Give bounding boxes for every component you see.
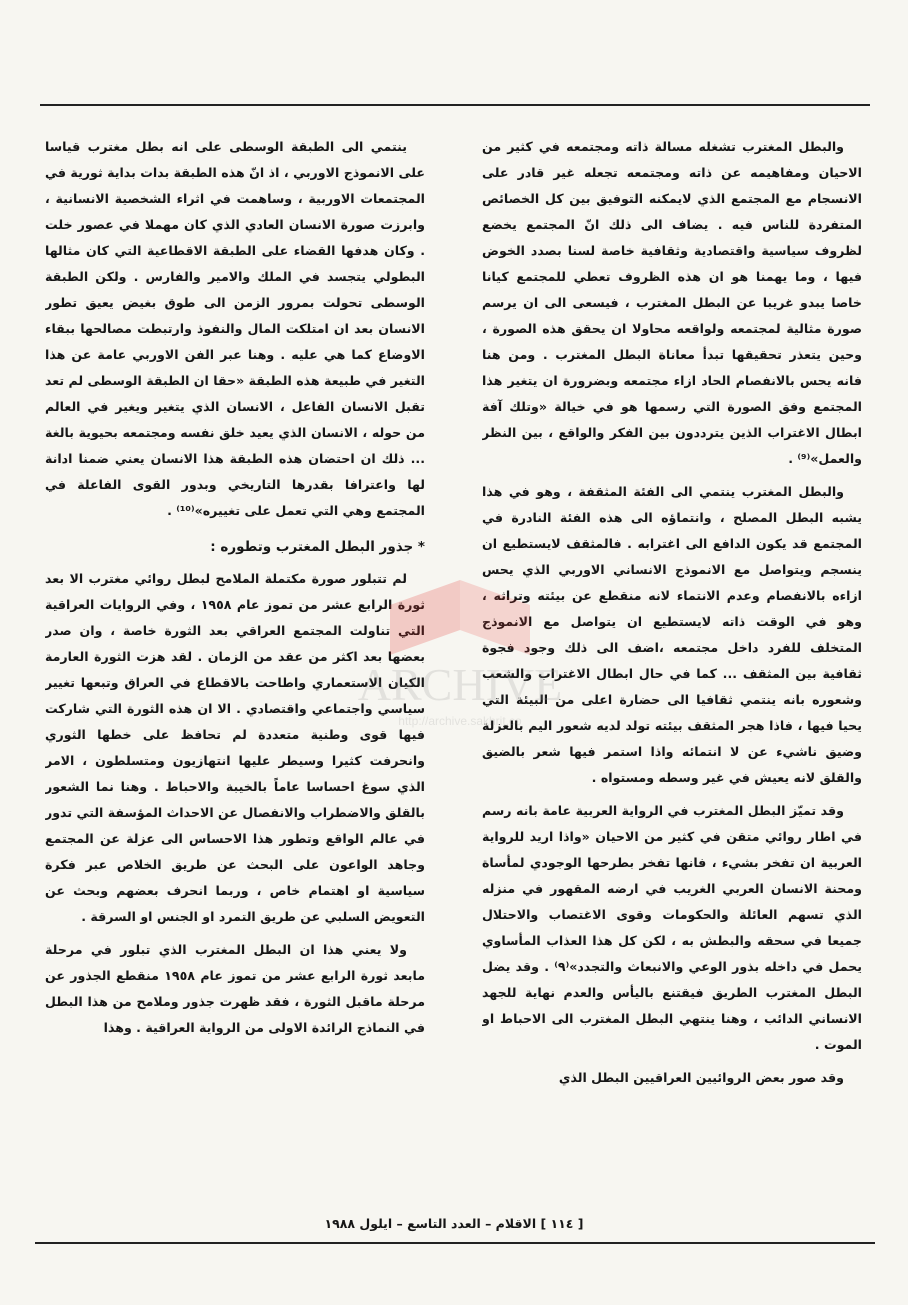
paragraph: والبطل المغترب تشغله مسالة ذاته ومجتمعه في كثير من الاحيان ومفاهيمه عن ذاته ومجتمعه تجعله غير قادر على الانسجام مع المجتمع الذي لايمكنه التوفيق بين كل الخصائص المتفردة للناس فيه . يضاف الى ذلك انّ المجتمع يخضع لظروف سياسية واقتصادية وثقافية خاصة لسنا بصدد الخوض فيها ، وما يهمنا هو ان هذه الظروف تعطي للمجتمع كيانا خاصا يبدو غريبا عن البطل المغترب ، فيسعى الى ان يرسم صورة مثالية لمجتمعه ولواقعه محاولا ان يحقق هذه الصورة ، وحين يتعذر تحقيقها تبدأ معاناة البطل المغترب . ومن هنا فانه يحس بالانفصام الحاد ازاء مجتمعه وبضرورة ان يتغير هذا المجتمع وفق الصورة التي رسمها هو في خيالة «وتلك آفة ابطال الاغتراب الذين يترددون بين الفكر والواقع ، بين النظر والعمل»⁽⁹⁾ . xyxy=(482,139,862,466)
paragraph: وقد تميّز البطل المغترب في الرواية العربية عامة بانه رسم في اطار روائي متقن في كثير من الاحيان «واذا اريد للرواية العربية ان تفخر بشيء ، فانها تفخر بطرحها الوجودي لمأساة ومحنة الانسان العربي الغريب في ارضه المقهور في منزله الذي تسهم العائلة والحكومات وقوى الاغتصاب والاحتلال جميعا في سحقه والبطش به ، لكن كل هذا العذاب المأساوي يحمل في داخله بذور الوعي والانبعاث والتجدد»⁽٩⁾ . وقد يضل البطل المغترب الطريق فيقتنع باليأس والعدم نهاية للجهد الانساني الدائب ، وهنا ينتهي البطل المغترب الى الاحباط او الموت . xyxy=(482,803,862,1052)
paragraph: والبطل المغترب ينتمي الى الفئة المثقفة ، وهو في هذا يشبه البطل المصلح ، وانتماؤه الى هذه الفئة النادرة في المجتمع قد يكون الدافع الى اغترابه . فالمثقف لايستطيع ان ينسجم ويتواصل مع الانموذج الانساني الاوربي الذي يحس ازاءه بالانفصام وعدم الانتماء لانه منقطع عن بيئته وتراثه ، وهو في الوقت ذاته لايستطيع ان يتواصل مع الانموذج المتخلف للفرد داخل مجتمعه ،اضف الى ذلك وجود فجوة ثقافية بين المثقف ... كما في حال ابطال الاغتراب والشعب وشعوره بانه ينتمي ثقافيا الى حضارة اعلى من البيئة التي يحيا فيها ، فاذا هجر المثقف بيئته تولد لديه شعور اليم بالعزلة وضيق ناشيء عن لا انتمائه واذا استمر فيها شعر بالضيق والقلق لانه يعيش في غير وسطه ومستواه . xyxy=(482,484,862,785)
paragraph: وقد صور بعض الروائيين العراقيين البطل الذي xyxy=(558,1070,844,1085)
right-column xyxy=(482,134,862,1194)
paragraph: ينتمي الى الطبقة الوسطى على انه بطل مغترب قياسا على الانموذج الاوربي ، اذ انّ هذه الطبقة بدات بداية ثورية في المجتمعات الاوربية ، وساهمت في اثراء الشخصية الانسانية ، وابرزت صورة الانسان العادي الذي كان مهملا في عصور خلت . وكان هدفها القضاء على الطبقة الاقطاعية التي كان مثالها البطولي يتجسد في الملك والامير والفارس . ولكن الطبقة الوسطى تحولت بمرور الزمن الى طوق بغيض يعيق تطور الانسان بعد ان امتلكت المال والنفوذ وارتبطت مصالحها ببقاء الاوضاع كما هي عليه . وهنا عبر الفن الاوربي عامة عن هذا التغير في طبيعة هذه الطبقة «حقا ان الطبقة الوسطى لم تعد تقبل الانسان الفاعل ، الانسان الذي يتغير ويغير في العالم من حوله ، الانسان الذي يعيد خلق نفسه ومجتمعه بحيوية بالغة ... ذلك ان احتضان هذه الطبقة هذا الانسان يعني ضمنا ادانة لها واعترافا بقدرها التاريخي وبدور القوى الفاعلة في المجتمع وهي التي تعمل على تغييره»⁽¹⁰⁾ . xyxy=(45,139,425,518)
page-footer: [ ١١٤ ] الاقلام – العدد التاسع – ايلول ١٩٨٨ xyxy=(324,1216,584,1231)
paragraph: لم تتبلور صورة مكتملة الملامح لبطل روائي مغترب الا بعد ثورة الرابع عشر من تموز عام ١٩٥٨ ، وفي الروايات العراقية التي تناولت المجتمع العراقي بعد الثورة خاصة ، وان صدر بعضها بعد اكثر من عقد من الزمان . لقد هزت الثورة العارمة الكيان الاستعماري واطاحت بالاقطاع في العراق وتبعها تغيير سياسي واجتماعي واقتصادي . الا ان هذه الثورة التي شاركت فيها قوى وطنية متعددة لم تحافظ على خطها الثوري وانحرفت كثيرا وسيطر عليها انتهازيون ومتسلطون ، الامر الذي سوغ احساسا عاماً بالخيبة والاحباط . وهنا نما الشعور بالقلق والاضطراب والانفصال عن الاحداث المؤسفة التي تدور في عالم الواقع وتطور هذا الاحساس الى عزلة عن المجتمع وجاهد الواعون على البحث عن طريق الخلاص عبر فكرة سياسية او اهتمام خاص ، وربما انحرف بعضهم وبحث عن التعويض السلبي عن طريق التمرد او الجنس او السرقة . xyxy=(45,571,425,924)
watermark-url: http://archive.sakhrit.co xyxy=(398,714,522,728)
watermark-text: ARCHIVE xyxy=(357,659,563,710)
header-rule xyxy=(40,104,870,106)
section-heading: * جذور البطل المغترب وتطوره : xyxy=(210,539,425,555)
footer-rule xyxy=(35,1242,875,1244)
paragraph: ولا يعني هذا ان البطل المغترب الذي تبلور في مرحلة مابعد ثورة الرابع عشر من تموز عام ١٩٥٨ منقطع الجذور عن مرحلة ماقبل الثورة ، فقد ظهرت جذور وملامح من هذا البطل في النماذج الرائدة الاولى من الرواية العراقية . وهذا xyxy=(45,942,425,1035)
left-column xyxy=(45,134,425,1194)
